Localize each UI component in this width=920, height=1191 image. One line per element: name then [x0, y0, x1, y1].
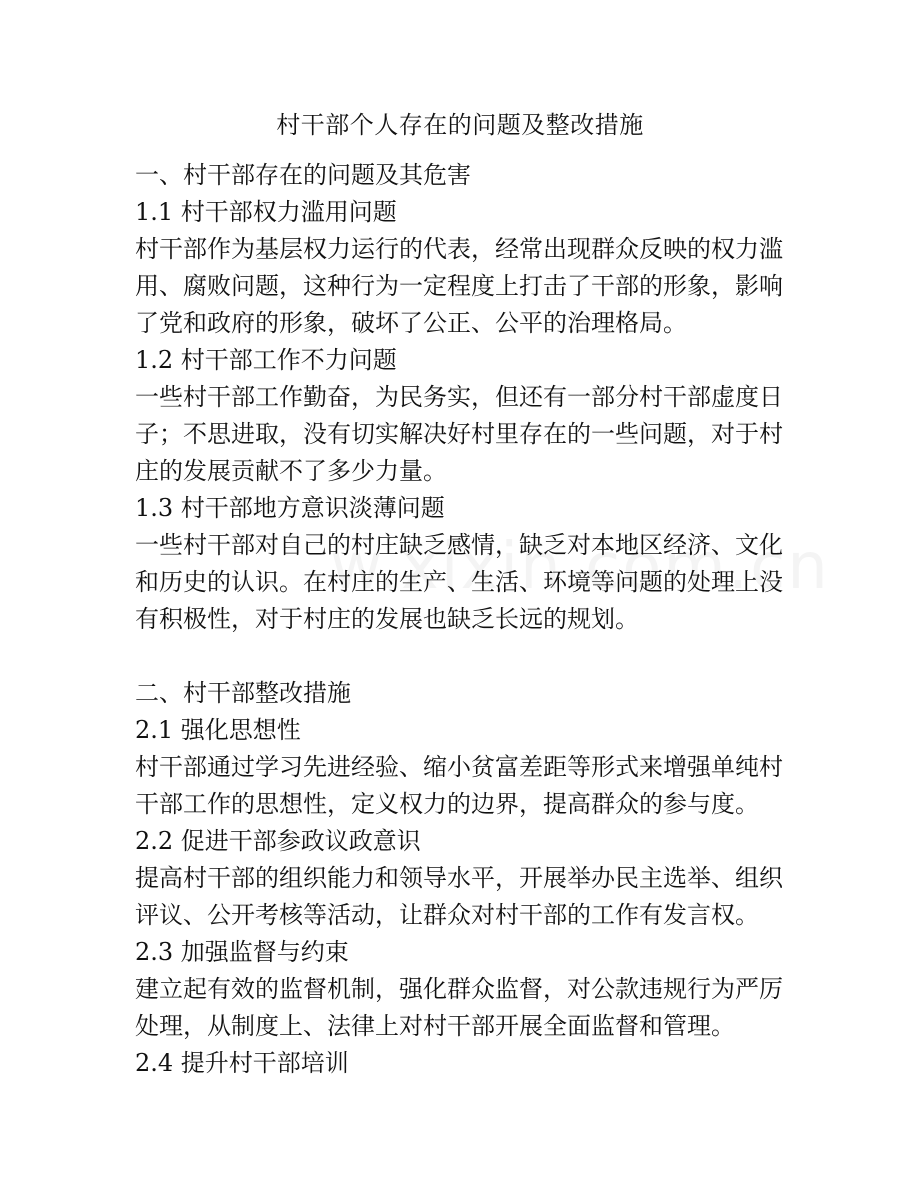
paragraph-line: 庄的发展贡献不了多少力量。 [135, 457, 447, 485]
paragraph-line: 一些村干部工作勤奋，为民务实，但还有一部分村干部虚度日 [135, 383, 783, 411]
document-title: 村干部个人存在的问题及整改措施 [276, 111, 644, 139]
subheading-1-2: 1.2 村干部工作不力问题 [135, 346, 397, 374]
paragraph-line: 了党和政府的形象，破坏了公正、公平的治理格局。 [135, 309, 687, 337]
paragraph-line: 评议、公开考核等活动，让群众对村干部的工作有发言权。 [135, 901, 759, 929]
section-heading-1: 一、村干部存在的问题及其危害 [135, 161, 471, 189]
subheading-2-1: 2.1 强化思想性 [135, 716, 301, 744]
paragraph-line: 一些村干部对自己的村庄缺乏感情，缺乏对本地区经济、文化 [135, 531, 783, 559]
subheading-2-2: 2.2 促进干部参政议政意识 [135, 827, 421, 855]
blank-line [135, 638, 790, 675]
subheading-1-3: 1.3 村干部地方意识淡薄问题 [135, 494, 445, 522]
paragraph-line: 建立起有效的监督机制，强化群众监督，对公款违规行为严厉 [135, 975, 783, 1003]
paragraph-line: 村干部通过学习先进经验、缩小贫富差距等形式来增强单纯村 [135, 753, 783, 781]
paragraph-line: 子；不思进取，没有切实解决好村里存在的一些问题，对于村 [135, 420, 783, 448]
paragraph-line: 村干部作为基层权力运行的代表，经常出现群众反映的权力滥 [135, 235, 783, 263]
document-body [135, 157, 790, 1082]
paragraph-line: 提高村干部的组织能力和领导水平，开展举办民主选举、组织 [135, 864, 783, 892]
paragraph-line: 用、腐败问题，这种行为一定程度上打击了干部的形象，影响 [135, 272, 783, 300]
subheading-2-4: 2.4 提升村干部培训 [135, 1049, 349, 1077]
subheading-1-1: 1.1 村干部权力滥用问题 [135, 198, 397, 226]
paragraph-line: 和历史的认识。在村庄的生产、生活、环境等问题的处理上没 [135, 568, 783, 596]
paragraph-line: 干部工作的思想性，定义权力的边界，提高群众的参与度。 [135, 790, 759, 818]
paragraph-line: 处理，从制度上、法律上对村干部开展全面监督和管理。 [135, 1012, 735, 1040]
section-heading-2: 二、村干部整改措施 [135, 679, 351, 707]
subheading-2-3: 2.3 加强监督与约束 [135, 938, 349, 966]
paragraph-line: 有积极性，对于村庄的发展也缺乏长远的规划。 [135, 605, 639, 633]
